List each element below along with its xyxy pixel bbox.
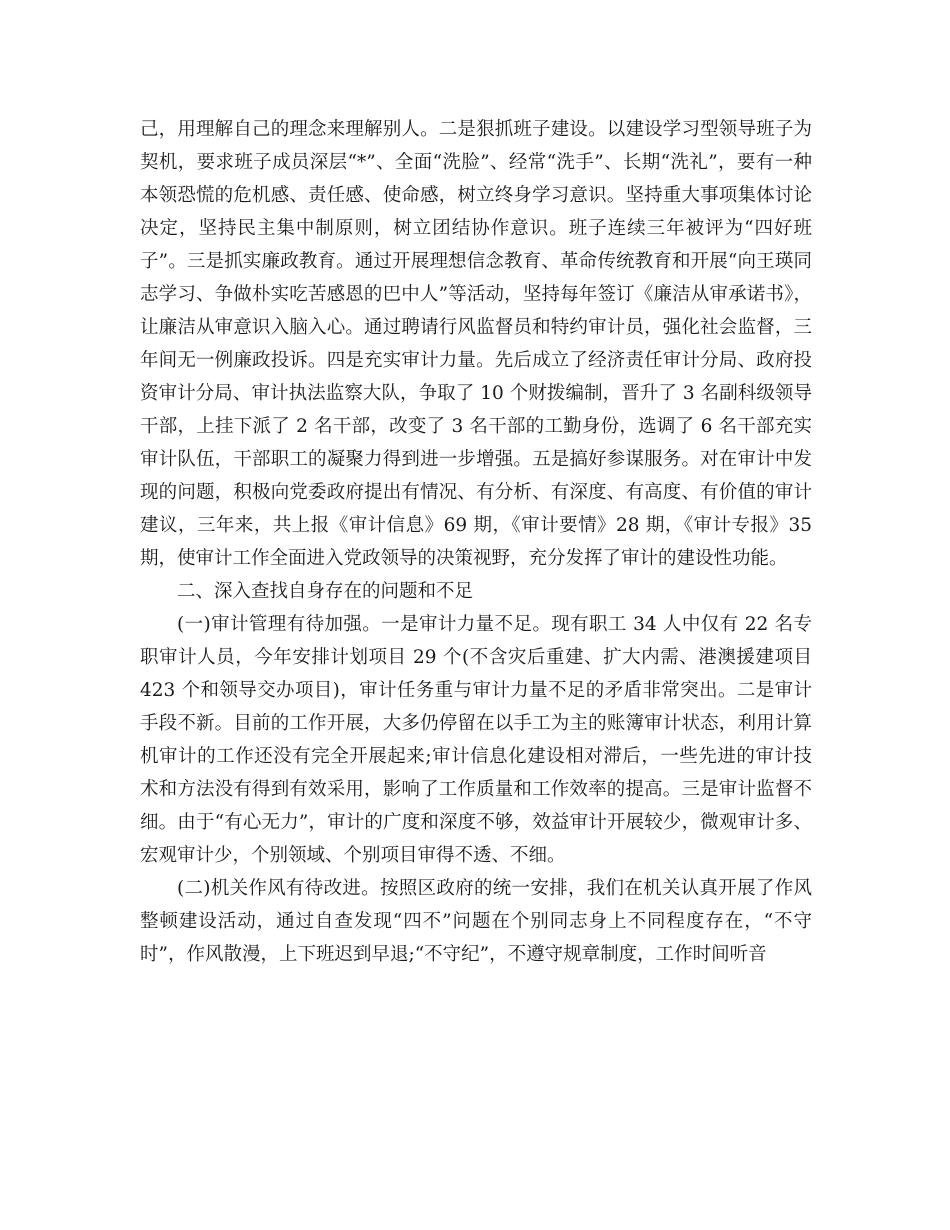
document-body xyxy=(140,113,812,971)
section-heading-2: 二、深入查找自身存在的问题和不足 xyxy=(177,581,474,602)
body-paragraph-work-style: (二)机关作风有待改进。按照区政府的统一安排，我们在机关认真开展了作风整顿建设活动，通过自查发现“四不”问题在个别同志身上不同程度存在，“不守时”，作风散漫，上下班迟到早退;“不守纪”，不遵守规章制度，工作时间听音 xyxy=(140,878,812,965)
body-paragraph-1: 己，用理解自己的理念来理解别人。二是狠抓班子建设。以建设学习型领导班子为契机，要求班子成员深层“*”、全面“洗脸”、经常“洗手”、长期“洗礼”，要有一种本领恐慌的危机感、责任感、使命感，树立终身学习意识。坚持重大事项集体讨论决定，坚持民主集中制原则，树立团结协作意识。班子连续三年被评为“四好班子”。三是抓实廉政教育。通过开展理想信念教育、革命传统教育和开展“向王瑛同志学习、争做朴实吃苦感恩的巴中人”等活动，坚持每年签订《廉洁从审承诺书》，让廉洁从审意识入脑入心。通过聘请行风监督员和特约审计员，强化社会监督，三年间无一例廉政投诉。四是充实审计力量。先后成立了经济责任审计分局、政府投资审计分局、审计执法监察大队，争取了 10 个财拨编制，晋升了 3 名副科级领导干部，上挂下派了 2 名干部，改变了 3 名干部的工勤身份，选调了 6 名干部充实审计队伍，干部职工的凝聚力得到进一步增强。五是搞好参谋服务。对在审计中发现的问题，积极向党委政府提出有情况、有分析、有深度、有高度、有价值的审计建议，三年来，共上报《审计信息》69 期，《审计要情》28 期，《审计专报》35 期，使审计工作全面进入党政领导的决策视野，充分发挥了审计的建设性功能。 xyxy=(140,119,812,569)
body-paragraph-audit-management: (一)审计管理有待加强。一是审计力量不足。现有职工 34 人中仅有 22 名专职审计人员，今年安排计划项目 29 个(不含灾后重建、扩大内需、港澳援建项目 423 个和领导交办项目)，审计任务重与审计力量不足的矛盾非常突出。二是审计手段不新。目前的工作开展，大多仍停留在以手工为主的账簿审计状态，利用计算机审计的工作还没有完全开展起来;审计信息化建设相对滞后，一些先进的审计技术和方法没有得到有效采用，影响了工作质量和工作效率的提高。三是审计监督不细。由于“有心无力”，审计的广度和深度不够，效益审计开展较少，微观审计多、宏观审计少，个别领域、个别项目审得不透、不细。 xyxy=(140,614,812,866)
